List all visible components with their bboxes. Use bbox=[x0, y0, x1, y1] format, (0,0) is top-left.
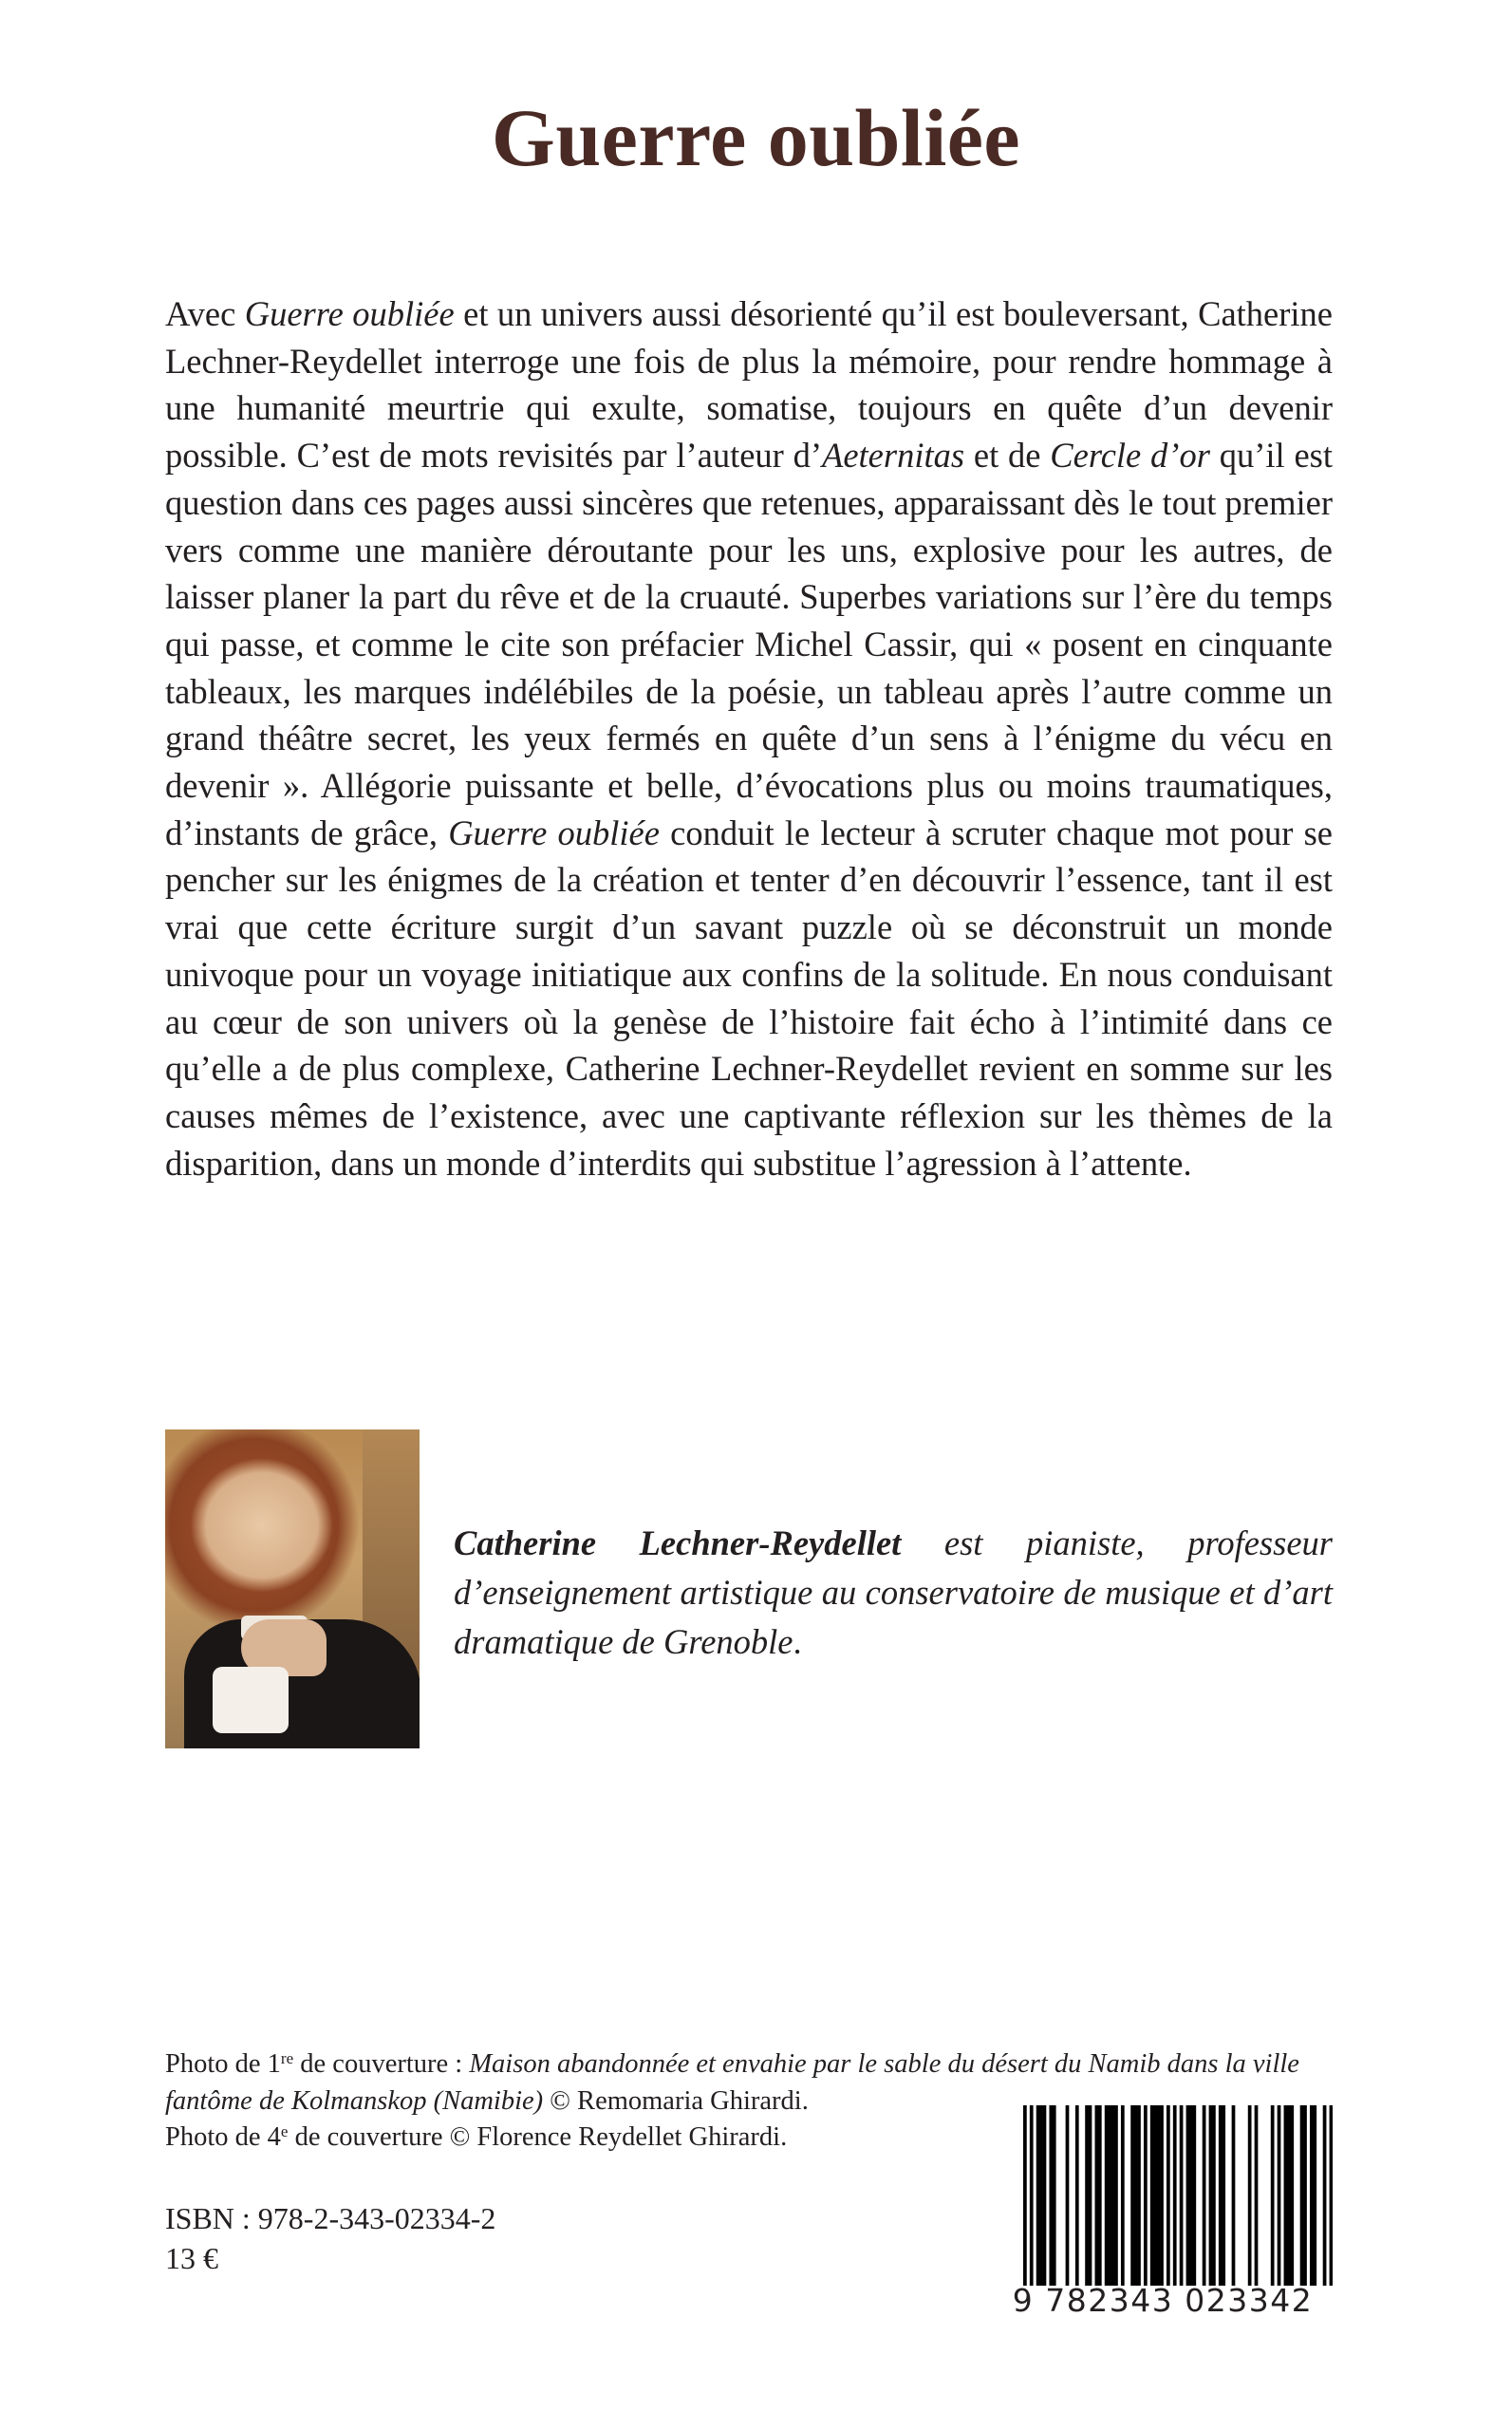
barcode-bar bbox=[1310, 2105, 1314, 2286]
blurb-text: Avec bbox=[165, 294, 245, 333]
barcode-bar bbox=[1186, 2105, 1190, 2286]
author-name: Catherine Lechner-Reydellet bbox=[454, 1523, 902, 1562]
barcode-bar bbox=[1203, 2105, 1206, 2286]
barcode-bar bbox=[1121, 2105, 1125, 2286]
barcode-digits: 9 782343 023342 bbox=[1012, 2282, 1314, 2319]
barcode-bar bbox=[1114, 2105, 1118, 2286]
barcode-bar bbox=[1137, 2105, 1141, 2286]
barcode-bar bbox=[1284, 2105, 1288, 2286]
blurb-text: conduit le lecteur à scruter chaque mot pour se pencher sur les énigmes de la création et tenter d’en découvrir l’essence, tant il est vrai que cette écriture surgit d’un savant puzzle où se déconstruit un monde univoque pour un voyage initiatique aux confins de la solitude. En nous conduisant au cœur de son univers où la genèse de l’histoire fait écho à l’intimité dans ce qu’elle a de plus complexe, Catherine Lechner-Reydellet revient en somme sur les causes mêmes de l’existence, avec une captivante réflexion sur les thèmes de la disparition, dans un monde d’interdits qui substitue l’agression à l’attente. bbox=[165, 813, 1342, 1183]
blurb-text: qu’il est question dans ces pages aussi sincères que retenues, apparaissant dès le tout premier vers comme une manière déroutante pour les uns, explosive pour les autres, de laisser planer la part du rêve et de la cruauté. Superbes variations sur l’ère du temps qui passe, et comme le cite son préfacier Michel Cassir, qui « posent en cinquante tableaux, les marques indélébiles de la poésie, un tableau après l’autre comme un grand théâtre secret, les yeux fermés en quête d’un sens à l’énigme du vécu en devenir ». Allégorie puissante et belle, d’évocations plus ou moins traumatiques, d’instants de grâce, bbox=[165, 436, 1342, 852]
author-bio bbox=[454, 1519, 1333, 1667]
barcode-bar bbox=[1209, 2105, 1213, 2286]
barcode-bar bbox=[1150, 2105, 1154, 2286]
barcode-bar bbox=[1219, 2105, 1223, 2286]
barcode-bar bbox=[1043, 2105, 1047, 2286]
isbn-block bbox=[165, 2198, 495, 2278]
barcode-bar bbox=[1287, 2105, 1291, 2286]
blurb-italic-title: Guerre oubliée bbox=[448, 813, 660, 852]
isbn: ISBN : 978-2-343-02334-2 bbox=[165, 2201, 496, 2235]
price: 13 € bbox=[165, 2241, 218, 2275]
barcode-bar bbox=[1323, 2105, 1327, 2286]
barcode-bar bbox=[1108, 2105, 1111, 2286]
barcode-bar bbox=[1066, 2105, 1070, 2286]
blurb-text: et de bbox=[964, 436, 1051, 476]
author-bio-text: est pianiste, professeur d’enseignement artistique au conservatoire de musique et d’art dramatique de Grenoble bbox=[454, 1523, 1333, 1661]
barcode-bar bbox=[1085, 2105, 1089, 2286]
barcode-bar bbox=[1089, 2105, 1092, 2286]
barcode-bar bbox=[1144, 2105, 1148, 2286]
barcode-bar bbox=[1180, 2105, 1184, 2286]
barcode-bar bbox=[1030, 2105, 1034, 2286]
barcode-bar bbox=[1049, 2105, 1053, 2286]
barcode-bar bbox=[1255, 2105, 1259, 2286]
barcode-bar bbox=[1278, 2105, 1281, 2286]
back-cover-blurb bbox=[165, 290, 1342, 1186]
blurb-text: et un univers aussi désorienté qu’il est bouleversant, Catherine Lechner-Reydellet interroge une fois de plus la mémoire, pour rendre hommage à une humanité meurtrie qui exulte, somatise, toujours en quête d’un devenir possible. C’est de mots revisités par l’auteur d’ bbox=[165, 294, 1342, 476]
barcode-bar bbox=[1053, 2105, 1056, 2286]
barcode-bar bbox=[1039, 2105, 1043, 2286]
barcode-bar bbox=[1189, 2105, 1193, 2286]
barcode-bar bbox=[1023, 2105, 1027, 2286]
barcode-bar bbox=[1157, 2105, 1161, 2286]
barcode-bar bbox=[1303, 2105, 1307, 2286]
back-cover-credit: Photo de 4e de couverture © Florence Reydellet Ghirardi. bbox=[165, 2122, 788, 2152]
barcode-bar bbox=[1105, 2105, 1109, 2286]
blurb-italic-title: Aeternitas bbox=[822, 436, 965, 476]
barcode-bar bbox=[1036, 2105, 1040, 2286]
barcode-bar bbox=[1290, 2105, 1294, 2286]
barcode-bar bbox=[1130, 2105, 1134, 2286]
barcode-bar bbox=[1134, 2105, 1138, 2286]
barcode-bar bbox=[1167, 2105, 1170, 2286]
blurb-italic-title: Cercle d’or bbox=[1050, 436, 1210, 476]
barcode-bar bbox=[1111, 2105, 1115, 2286]
barcode-bar bbox=[1330, 2105, 1333, 2286]
barcode-bar bbox=[1098, 2105, 1102, 2286]
barcode-bar bbox=[1173, 2105, 1177, 2286]
barcode-bar bbox=[1271, 2105, 1275, 2286]
barcode-bar bbox=[1313, 2105, 1316, 2286]
front-cover-credit: Photo de 1re de couverture : Maison abandonnée et envahie par le sable du désert du Namib dans la ville fantôme de Kolmanskop (Namibie) © Remomaria Ghirardi. bbox=[165, 2049, 1299, 2116]
barcode-bar bbox=[1222, 2105, 1225, 2286]
barcode-bar bbox=[1160, 2105, 1164, 2286]
barcode bbox=[1023, 2105, 1333, 2286]
barcode-bar bbox=[1300, 2105, 1304, 2286]
author-photo bbox=[165, 1429, 420, 1748]
blurb-italic-title: Guerre oubliée bbox=[244, 294, 455, 333]
barcode-bar bbox=[1094, 2105, 1098, 2286]
barcode-bar bbox=[1212, 2105, 1216, 2286]
barcode-bar bbox=[1232, 2105, 1236, 2286]
barcode-bar bbox=[1075, 2105, 1079, 2286]
barcode-bar bbox=[1153, 2105, 1157, 2286]
book-title: Guerre oubliée bbox=[491, 92, 1021, 183]
barcode-bar bbox=[1248, 2105, 1252, 2286]
barcode-bar bbox=[1192, 2105, 1196, 2286]
author-bio-end: . bbox=[793, 1622, 802, 1661]
